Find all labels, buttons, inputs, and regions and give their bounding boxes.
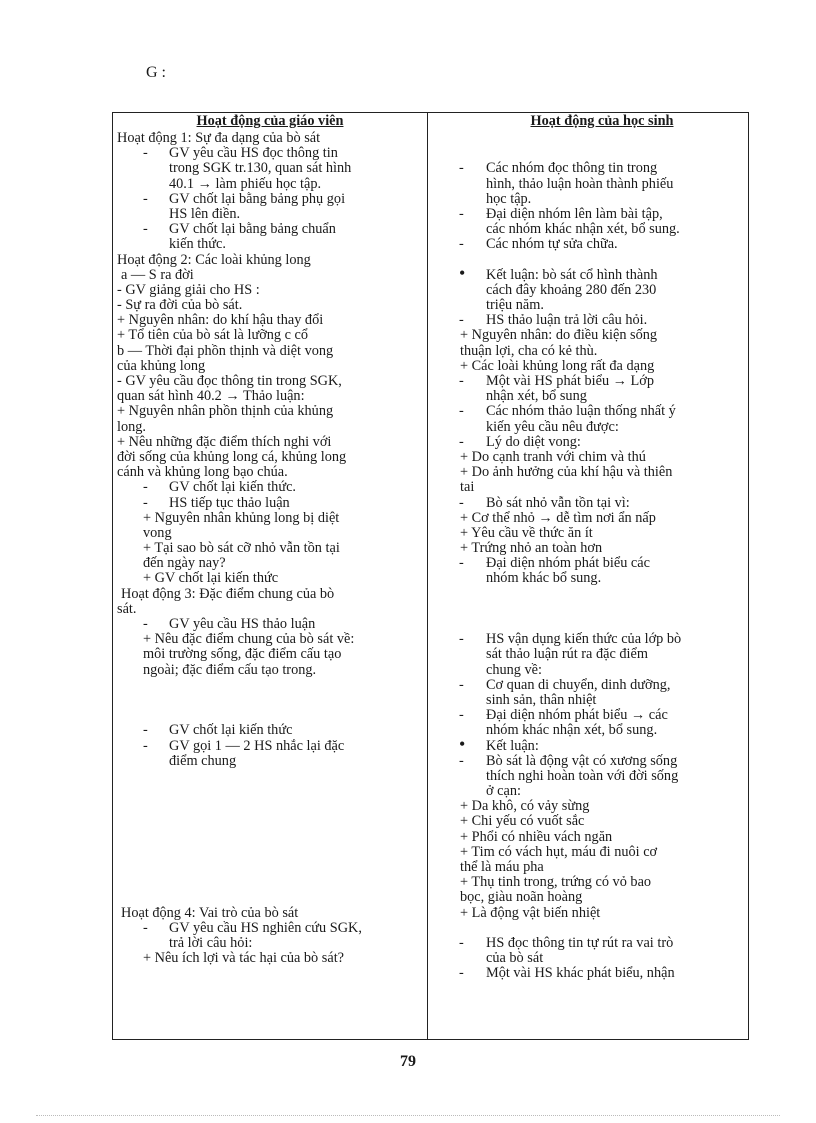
table-line [460, 192, 744, 207]
table-line [117, 146, 423, 161]
blank-line [117, 693, 423, 708]
table-line [117, 754, 423, 769]
table-line [117, 556, 423, 571]
table-line [117, 313, 423, 328]
table-line [460, 860, 744, 875]
line-text: vong [143, 524, 172, 541]
table-line [117, 602, 423, 617]
table-line [117, 283, 423, 298]
line-text: của bò sát [486, 950, 544, 967]
table-line [117, 222, 423, 237]
table-line [117, 450, 423, 465]
student-column-header: Hoạt động của học sinh [530, 113, 674, 129]
table-line [117, 663, 423, 678]
table-line [460, 283, 744, 298]
table-line [460, 663, 744, 678]
table-line [117, 268, 423, 283]
line-text: Hoạt động 3: Đặc điểm chung của bò [121, 585, 335, 602]
table-line [460, 374, 744, 389]
blank-line [117, 830, 423, 845]
line-text: + Nguyên nhân: do điều kiện sống [460, 327, 658, 344]
dash-marker: - [459, 312, 464, 329]
blank-line [117, 860, 423, 875]
line-text: + Nguyên nhân: do khí hậu thay đổi [117, 312, 324, 329]
table-line [117, 480, 423, 495]
table-line [460, 359, 744, 374]
line-text: kiến yêu cầu nêu được: [486, 418, 619, 435]
line-text: + Là động vật biến nhiệt [460, 904, 601, 921]
table-line [460, 511, 744, 526]
table-line [460, 313, 744, 328]
line-text: đời sống của khủng long cá, khủng long [117, 448, 347, 465]
blank-line [117, 799, 423, 814]
table-line [460, 298, 744, 313]
dash-marker: - [459, 403, 464, 420]
table-line [460, 207, 744, 222]
line-text: GV chốt lại kiến thức. [169, 479, 296, 496]
table-line [117, 647, 423, 662]
table-line [117, 526, 423, 541]
line-text: GV chốt lại bằng bảng chuẩn [169, 221, 336, 238]
line-text: + Tại sao bò sát cỡ nhỏ vẫn tồn tại [143, 540, 340, 557]
table-line [117, 496, 423, 511]
line-text: Kết luận: [486, 737, 539, 754]
line-text: quan sát hình 40.2 → Thảo luận: [117, 388, 305, 405]
line-text: Các nhóm tự sửa chữa. [486, 236, 618, 253]
table-line [117, 131, 423, 146]
line-text: 40.1 → làm phiếu học tập. [169, 175, 322, 192]
line-text: - GV giảng giải cho HS : [117, 281, 260, 298]
table-line [460, 420, 744, 435]
table-line [460, 541, 744, 556]
table-line [460, 708, 744, 723]
dash-marker: - [143, 722, 148, 739]
table-line [460, 222, 744, 237]
dash-marker: - [459, 433, 464, 450]
table-line [117, 207, 423, 222]
table-line [460, 344, 744, 359]
table-line [460, 465, 744, 480]
line-text: + Cơ thể nhỏ → dễ tìm nơi ẩn nấp [460, 509, 656, 526]
student-column-body [460, 131, 744, 982]
line-text: + Chi yếu có vuốt sắc [460, 813, 585, 830]
line-text: GV yêu cầu HS thảo luận [169, 616, 316, 632]
table-line [117, 253, 423, 268]
dash-marker: - [143, 145, 148, 162]
dash-marker: - [459, 752, 464, 769]
line-text: chung về: [486, 661, 542, 678]
table-line [460, 769, 744, 784]
student-column [460, 114, 744, 982]
table-line [460, 951, 744, 966]
line-text: kiến thức. [169, 236, 226, 253]
dash-marker: - [143, 221, 148, 238]
line-text: cánh và khủng long bạo chúa. [117, 464, 288, 481]
line-text: học tập. [486, 190, 532, 207]
table-line [117, 906, 423, 921]
table-line [117, 511, 423, 526]
header-label: G : [146, 64, 166, 81]
line-text: Các nhóm đọc thông tin trong [486, 160, 658, 177]
line-text: điểm chung [169, 752, 237, 769]
table-line [117, 587, 423, 602]
table-line [460, 556, 744, 571]
table-line [460, 784, 744, 799]
table-line [460, 890, 744, 905]
table-line [460, 723, 744, 738]
line-text: Hoạt động 1: Sự đa dạng của bò sát [117, 130, 321, 146]
footer-divider [36, 1115, 780, 1116]
line-text: Kết luận: bò sát cổ hình thành [486, 266, 658, 283]
line-text: + Nguyên nhân khủng long bị diệt [143, 509, 340, 526]
table-line [460, 966, 744, 981]
line-text: của khủng long [117, 357, 206, 374]
line-text: a — S ra đời [121, 266, 194, 283]
line-text: Cơ quan di chuyển, dinh dưỡng, [486, 676, 671, 693]
table-line [117, 161, 423, 176]
blank-line [117, 845, 423, 860]
line-text: + Nguyên nhân phồn thịnh của khủng [117, 403, 334, 420]
line-text: cách đây khoảng 280 đến 230 [486, 281, 657, 298]
table-line [460, 177, 744, 192]
line-text: thể là máu pha [460, 859, 544, 875]
line-text: nhóm khác bổ sung. [486, 570, 602, 587]
table-line [460, 161, 744, 176]
line-text: ngoài; đặc điểm cấu tạo trong. [143, 661, 317, 678]
bullet-marker: • [459, 262, 466, 283]
line-text: GV chốt lại bằng bảng phụ gọi [169, 190, 346, 207]
line-text: Đại diện nhóm phát biểu các [486, 555, 650, 572]
dash-marker: - [459, 965, 464, 982]
blank-line [460, 587, 744, 602]
dash-marker: - [459, 555, 464, 572]
blank-line [460, 602, 744, 617]
table-line [117, 389, 423, 404]
line-text: + Trứng nhỏ an toàn hơn [460, 540, 603, 557]
blank-line [117, 875, 423, 890]
line-text: Các nhóm thảo luận thống nhất ý [486, 403, 676, 420]
table-line [460, 480, 744, 495]
line-text: + Do ảnh hưởng của khí hậu và thiên [460, 464, 673, 481]
table-line [117, 541, 423, 556]
line-text: Hoạt động 2: Các loài khủng long [117, 251, 311, 268]
line-text: + Nêu những đặc điểm thích nghi với [117, 433, 332, 450]
table-line [460, 237, 744, 252]
line-text: HS lên điền. [169, 205, 241, 222]
line-text: thuận lợi, cha có kẻ thù. [460, 342, 598, 359]
dash-marker: - [459, 707, 464, 724]
dash-marker: - [459, 631, 464, 648]
line-text: hình, thảo luận hoàn thành phiếu [486, 175, 674, 192]
line-text: + Da khô, có vảy sừng [460, 798, 590, 815]
line-text: + Yêu cầu về thức ăn ít [460, 524, 593, 541]
table-line [460, 435, 744, 450]
dash-marker: - [143, 616, 148, 632]
line-text: sát. [117, 600, 137, 617]
line-text: sinh sản, thân nhiệt [486, 691, 597, 708]
line-text: nhóm khác nhận xét, bổ sung. [486, 722, 658, 739]
line-text: + Tim có vách hụt, máu đi nuôi cơ [460, 843, 658, 860]
table-line [117, 723, 423, 738]
table-line [460, 875, 744, 890]
line-text: bọc, giàu noãn hoàng [460, 889, 583, 906]
table-line [117, 177, 423, 192]
line-text: + Nêu ích lợi và tác hại của bò sát? [143, 950, 345, 967]
table-line [117, 739, 423, 754]
line-text: trả lời câu hỏi: [169, 934, 253, 951]
line-text: + GV chốt lại kiến thức [143, 570, 279, 587]
table-line [117, 465, 423, 480]
table-line [117, 420, 423, 435]
table-line [460, 328, 744, 343]
dash-marker: - [459, 934, 464, 951]
dash-marker: - [459, 494, 464, 511]
table-line [460, 404, 744, 419]
line-text: sát thảo luận rút ra đặc điểm [486, 646, 648, 663]
line-text: + Nêu đặc điểm chung của bò sát về: [143, 631, 355, 648]
blank-line [117, 708, 423, 723]
dash-marker: - [459, 160, 464, 177]
table-line [117, 359, 423, 374]
dash-marker: - [143, 919, 148, 936]
line-text: GV yêu cầu HS nghiên cứu SGK, [169, 919, 362, 936]
dash-marker: - [143, 190, 148, 207]
line-text: HS đọc thông tin tự rút ra vai trò [486, 934, 674, 951]
table-line [117, 237, 423, 252]
line-text: - GV yêu cầu đọc thông tin trong SGK, [117, 373, 342, 389]
table-line [117, 951, 423, 966]
line-text: ở cạn: [486, 783, 521, 800]
table-line [117, 404, 423, 419]
table-line [460, 799, 744, 814]
table-line [117, 936, 423, 951]
line-text: + Thụ tinh trong, trứng có vỏ bao [460, 874, 652, 891]
dash-marker: - [143, 479, 148, 496]
line-text: môi trường sống, đặc điểm cấu tạo [143, 646, 342, 663]
line-text: HS vận dụng kiến thức của lớp bò [486, 631, 682, 648]
line-text: Bò sát là động vật có xương sống [486, 752, 678, 769]
line-text: Hoạt động 4: Vai trò của bò sát [121, 904, 299, 921]
line-text: các nhóm khác nhận xét, bổ sung. [486, 221, 680, 238]
table-line [460, 647, 744, 662]
table-line [459, 733, 744, 754]
blank-line [117, 814, 423, 829]
blank-line [460, 146, 744, 161]
dash-marker: - [143, 494, 148, 511]
table-line [117, 344, 423, 359]
blank-line [460, 131, 744, 146]
line-text: - Sự ra đời của bò sát. [117, 297, 243, 314]
line-text: + Tổ tiên của bò sát là lưỡng c cổ [117, 327, 309, 344]
line-text: Một vài HS khác phát biểu, nhận [486, 965, 675, 982]
table-line [460, 632, 744, 647]
line-text: Một vài HS phát biểu → Lớp [486, 373, 654, 389]
line-text: HS tiếp tục thảo luận [169, 494, 290, 511]
table-line [117, 374, 423, 389]
dash-marker: - [459, 676, 464, 693]
blank-line [117, 890, 423, 905]
table-line [117, 617, 423, 632]
line-text: tai [460, 479, 475, 496]
line-text: GV yêu cầu HS đọc thông tin [169, 145, 338, 162]
teacher-column-body [117, 131, 423, 966]
table-line [460, 814, 744, 829]
line-text: Đại diện nhóm phát biểu → các [486, 707, 668, 724]
blank-line [460, 921, 744, 936]
table-line [117, 328, 423, 343]
table-line [460, 571, 744, 586]
dash-marker: - [459, 373, 464, 389]
line-text: Đại diện nhóm lên làm bài tập, [486, 205, 663, 222]
line-text: trong SGK tr.130, quan sát hình [169, 160, 352, 177]
line-text: b — Thời đại phồn thịnh và diệt vong [117, 342, 334, 359]
table-line [460, 830, 744, 845]
dash-marker: - [459, 205, 464, 222]
line-text: nhận xét, bổ sung [486, 388, 587, 405]
dash-marker: - [143, 737, 148, 754]
line-text: HS thảo luận trả lời câu hỏi. [486, 312, 648, 329]
blank-line [117, 784, 423, 799]
table-line [117, 921, 423, 936]
blank-line [460, 253, 744, 268]
line-text: triệu năm. [486, 297, 544, 314]
table-line [460, 678, 744, 693]
table-line [460, 845, 744, 860]
line-text: GV chốt lại kiến thức [169, 722, 293, 739]
blank-line [460, 617, 744, 632]
table-line [460, 936, 744, 951]
line-text: Lý do diệt vong: [486, 433, 581, 450]
line-text: + Do cạnh tranh với chim và thú [460, 448, 646, 465]
table-line [459, 262, 744, 283]
table-line [117, 571, 423, 586]
line-text: long. [117, 418, 146, 435]
table-line [460, 526, 744, 541]
bullet-marker: • [459, 733, 466, 754]
table-line [460, 754, 744, 769]
line-text: GV gọi 1 — 2 HS nhắc lại đặc [169, 737, 345, 754]
teacher-column-header: Hoạt động của giáo viên [196, 113, 344, 129]
line-text: đến ngày nay? [143, 555, 226, 572]
table-line [117, 435, 423, 450]
dash-marker: - [459, 236, 464, 253]
table-line [460, 693, 744, 708]
page-number: 79 [400, 1053, 416, 1070]
table-line [460, 450, 744, 465]
blank-line [117, 769, 423, 784]
line-text: + Các loài khủng long rất đa dạng [460, 357, 655, 374]
teacher-column [117, 114, 423, 966]
line-text: Bò sát nhỏ vẫn tồn tại vì: [486, 494, 630, 511]
table-line [460, 389, 744, 404]
column-divider [427, 112, 428, 1040]
table-line [117, 298, 423, 313]
blank-line [117, 678, 423, 693]
line-text: thích nghi hoàn toàn với đời sống [486, 767, 679, 784]
line-text: + Phổi có nhiều vách ngăn [460, 828, 613, 845]
table-line [117, 632, 423, 647]
table-line [460, 496, 744, 511]
table-line [117, 192, 423, 207]
table-line [460, 906, 744, 921]
